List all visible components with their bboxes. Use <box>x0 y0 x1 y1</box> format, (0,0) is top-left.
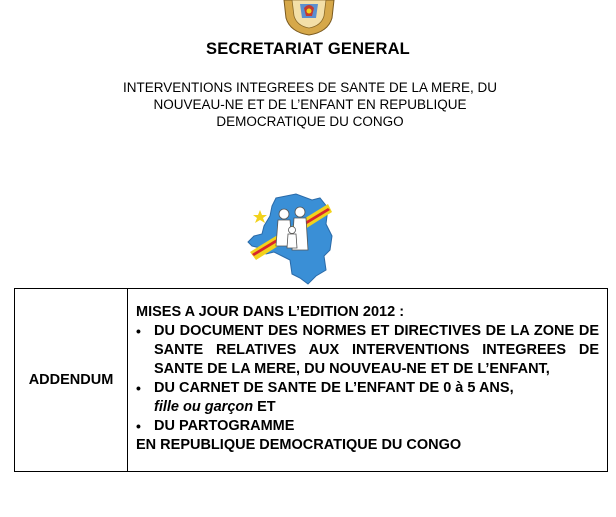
addendum-footer: EN REPUBLIQUE DEMOCRATIQUE DU CONGO <box>136 437 462 453</box>
list-item-suffix: ET <box>253 399 276 415</box>
subtitle-line: DEMOCRATIQUE DU CONGO <box>216 114 404 129</box>
list-item-text: DU DOCUMENT DES NORMES ET DIRECTIVES DE LA ZONE DE SANTE RELATIVES AUX INTERVENTIONS INTEGREES DE SANTE DE LA MERE, DU NOUVEAU-NE ET DE L’ENFANT, <box>154 323 599 377</box>
subtitle-line: NOUVEAU-NE ET DE L’ENFANT EN REPUBLIQUE <box>153 97 467 112</box>
coat-of-arms-icon <box>278 0 340 36</box>
list-item-text: DU CARNET DE SANTE DE L’ENFANT DE 0 à 5 ANS, <box>154 380 514 396</box>
addendum-table <box>14 288 608 472</box>
list-item <box>130 322 599 379</box>
list-item <box>130 379 599 417</box>
addendum-content <box>128 289 608 472</box>
document-subtitle <box>90 79 530 130</box>
list-item-text: DU PARTOGRAMME <box>154 418 295 434</box>
page-title: SECRETARIAT GENERAL <box>206 40 410 58</box>
addendum-heading: MISES A JOUR DANS L’EDITION 2012 : <box>136 304 405 320</box>
addendum-list <box>130 322 599 436</box>
list-item-italic: fille ou garçon <box>154 399 254 415</box>
addendum-label: ADDENDUM <box>15 289 128 472</box>
drc-map-family-icon <box>246 190 336 285</box>
subtitle-line: INTERVENTIONS INTEGREES DE SANTE DE LA MERE, DU <box>122 80 498 95</box>
list-item <box>130 417 599 436</box>
